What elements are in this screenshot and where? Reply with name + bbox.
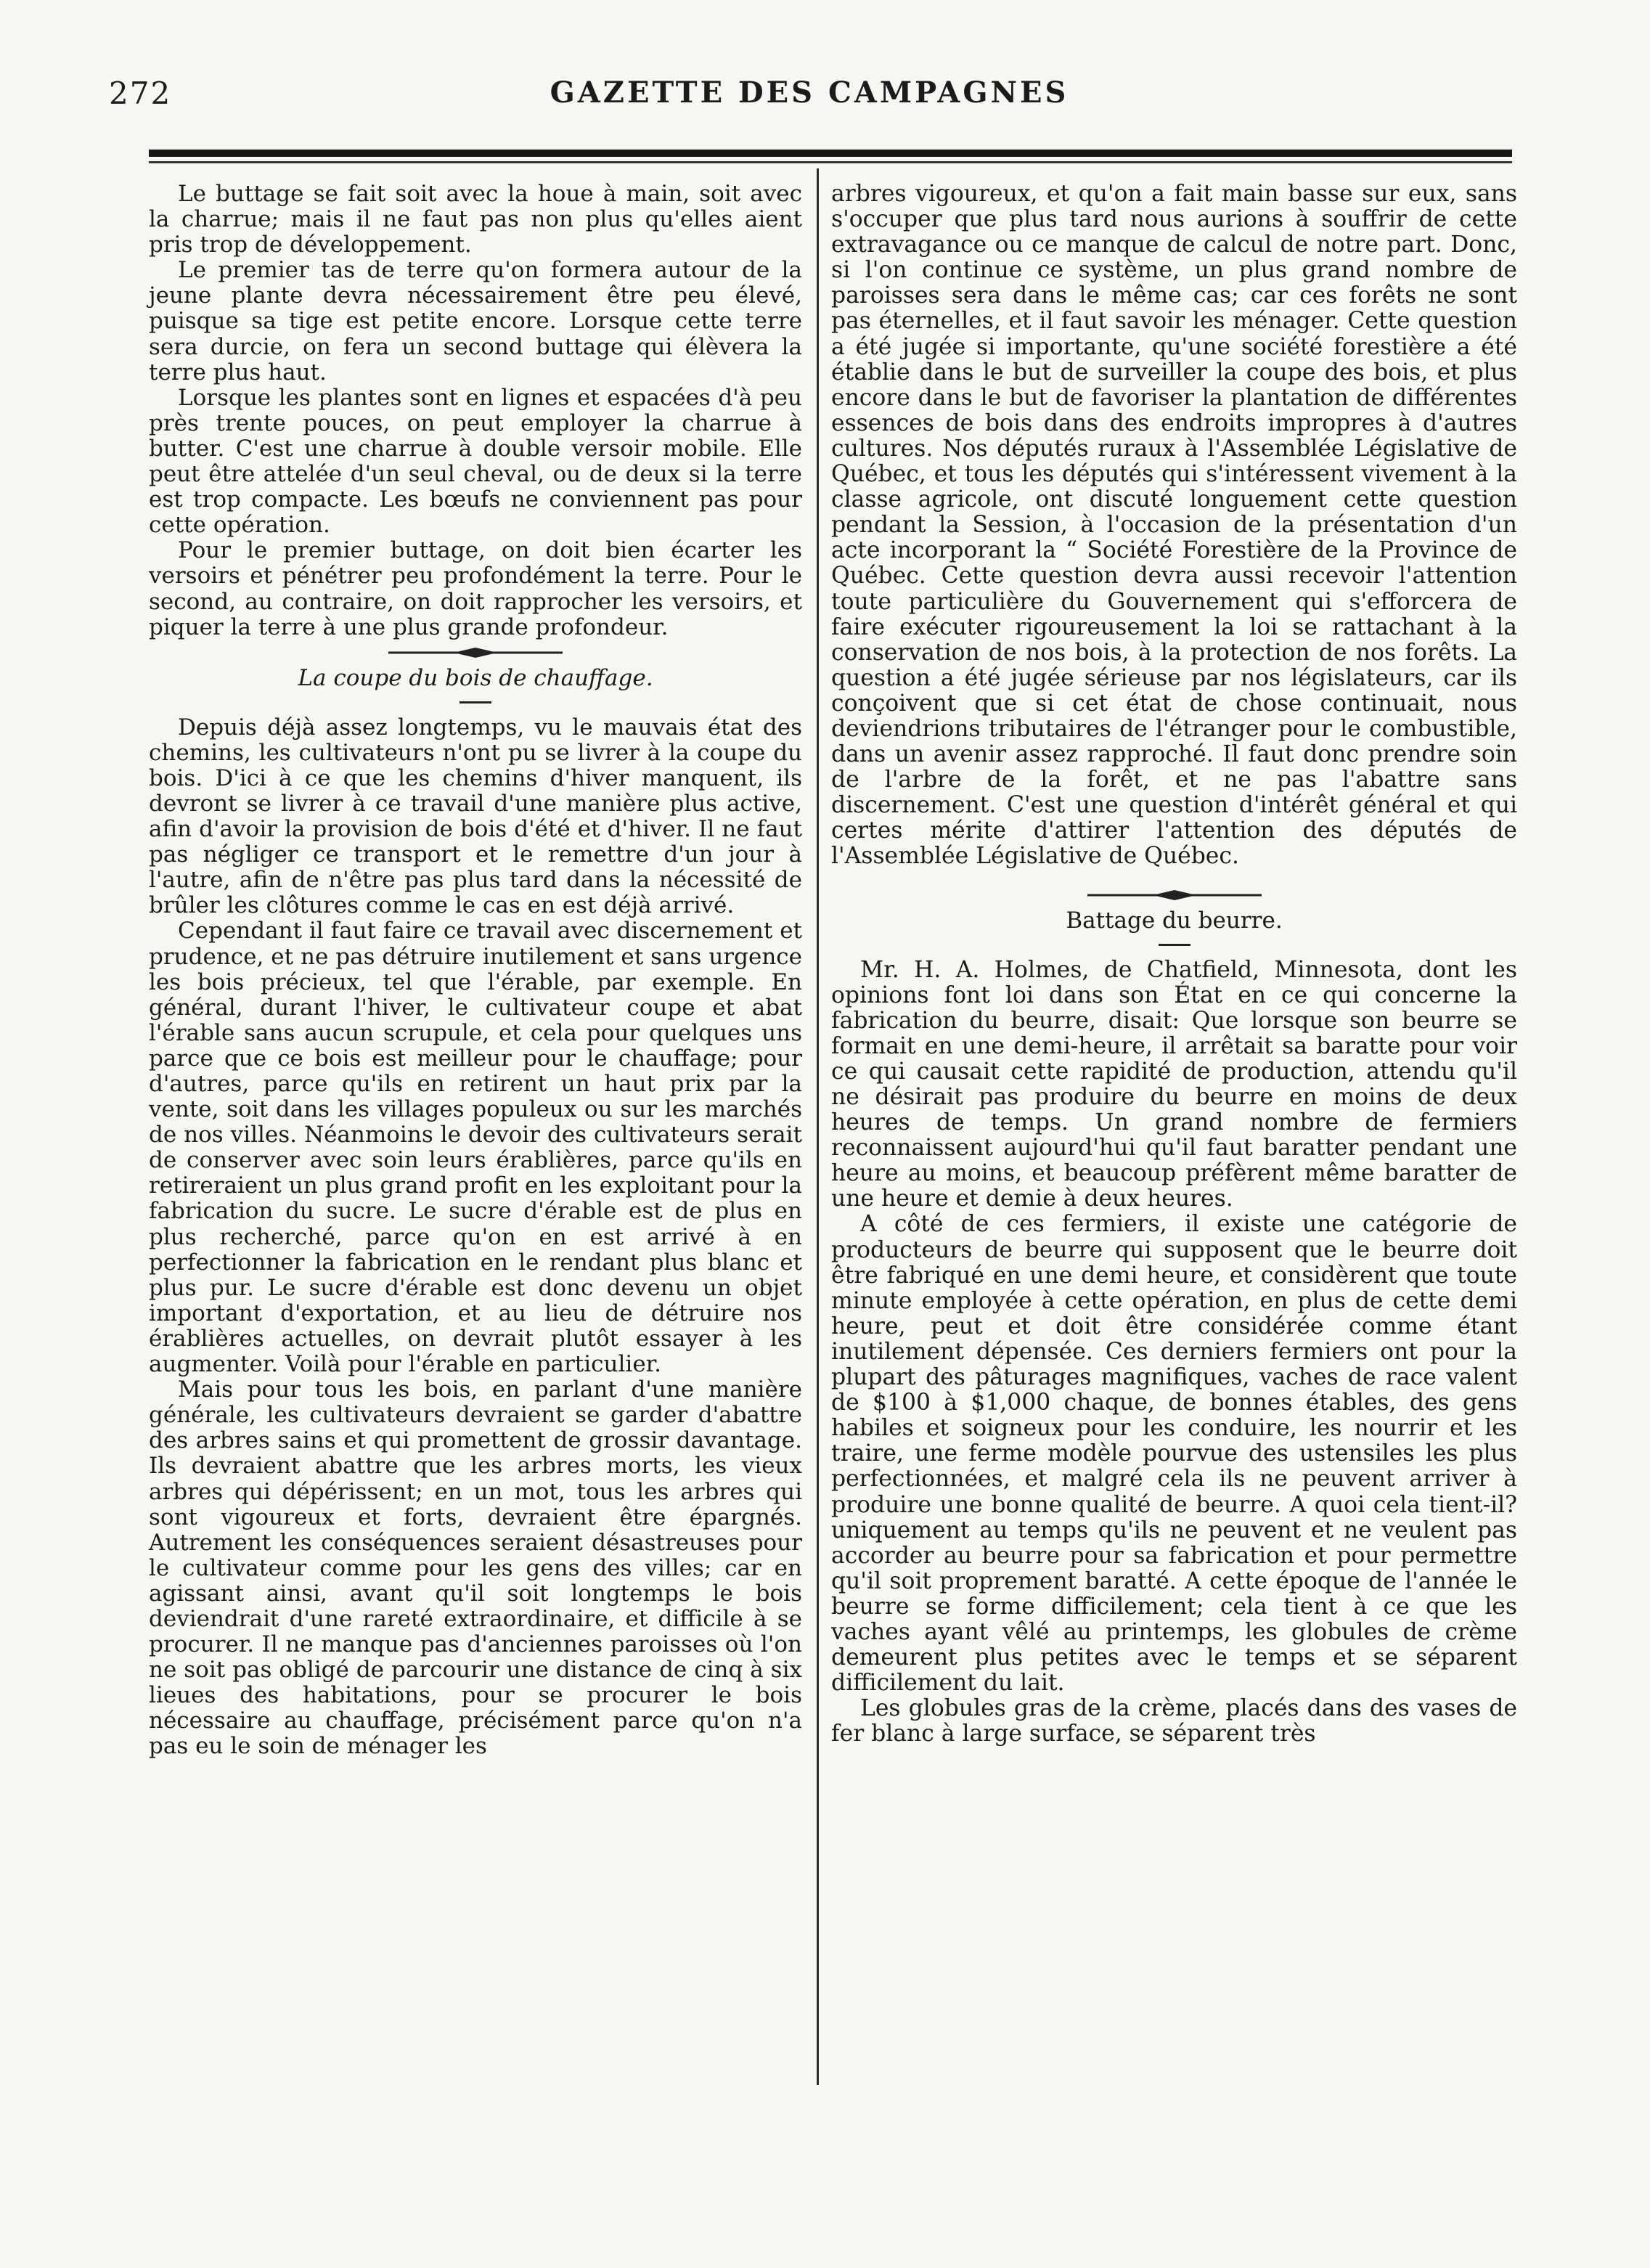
left-paragraph-3: Lorsque les plantes sont en lignes et espacées d'à peu près trente pouces, on peut employer la charrue à butter. C'est une charrue à double versoir mobile. Elle peut être attelée d'un seul cheval, ou de deux si la terre est trop compacte. Les bœufs ne conviennent pas pour cette opération. [149,384,802,539]
section-separator-ornament [1087,883,1262,907]
section-title-dash [460,701,491,703]
page-number: 272 [109,76,172,111]
page-header [109,70,1510,113]
left-section-paragraph-2: Cependant il faut faire ce travail avec discernement et prudence, et ne pas détruire inutilement et sans urgence les bois précieux, tel que l'érable, par exemple. En général, durant l'hiver, le cultivateur coupe et abat l'érable sans aucun scrupule, et cela pour quelques uns parce que ce bois est meilleur pour le chauffage; pour d'autres, parce qu'ils en retirent un haut prix par la vente, soit dans les villages populeux ou sur les marchés de nos villes. Néanmoins le devoir des cultivateurs serait de conserver avec soin leurs érablières, parce qu'ils en retireraient un plus grand profit en les exploitant pour la fabrication du sucre. Le sucre d'érable est de plus en plus recherché, parce qu'on en est arrivé à en perfectionner la fabrication en le rendant plus blanc et plus pur. Le sucre d'érable est donc devenu un objet important d'exportation, et au lieu de détruire nos érablières actuelles, on devrait plutôt essayer à les augmenter. Voilà pour l'érable en particulier. [149,918,802,1378]
section-title-battage-du-beurre: Battage du beurre. [1066,907,1283,934]
left-paragraph-2: Le premier tas de terre qu'on formera autour de la jeune plante devra nécessairement être peu élevé, puisque sa tige est petite encore. Lorsque cette terre sera durcie, on fera un second buttage qui élèvera la terre plus haut. [149,257,802,386]
right-section-paragraph-3: Les globules gras de la crème, placés dans des vases de fer blanc à large surface, se séparent très [831,1695,1517,1747]
right-section-paragraph-1: Mr. H. A. Holmes, de Chatfield, Minnesota, dont les opinions font loi dans son État en ce qui concerne la fabrication du beurre, disait: Que lorsque son beurre se formait en une demi-heure, il arrêtait sa baratte pour voir ce qui causait cette rapidité de production, attendu qu'il ne désirait pas produire du beurre en moins de deux heures de temps. Un grand nombre de fermiers reconnaissent aujourd'hui qu'il faut baratter pendant une heure au moins, et beaucoup préfèrent même baratter de une heure et demie à deux heures. [831,956,1517,1212]
section-title-coupe-du-bois: La coupe du bois de chauffage. [298,664,653,691]
left-column [149,181,802,1760]
left-paragraph-4: Pour le premier buttage, on doit bien écarter les versoirs et pénétrer peu profondément la terre. Pour le second, au contraire, on doit rapprocher les versoirs, et piquer la terre à une plus grande profondeur. [149,537,802,640]
column-divider [817,168,819,2085]
left-section-paragraph-1: Depuis déjà assez longtemps, vu le mauvais état des chemins, les cultivateurs n'ont pu se livrer à la coupe du bois. D'ici à ce que les chemins d'hiver manquent, ils devront se livrer à ce travail d'une manière plus active, afin d'avoir la provision de bois d'été et d'hiver. Il ne faut pas négliger ce transport et le remettre d'un jour à l'autre, afin de n'être pas plus tard dans la nécessité de brûler les clôtures comme le cas en est déjà arrivé. [149,714,802,919]
section-separator-ornament [388,640,563,665]
header-rule-thin [149,161,1512,163]
left-paragraph-1: Le buttage se fait soit avec la houe à main, soit avec la charrue; mais il ne faut pas non plus qu'elles aient pris trop de développement. [149,181,802,258]
right-paragraph-1: arbres vigoureux, et qu'on a fait main basse sur eux, sans s'occuper que plus tard nous aurions à souffrir de cette extravagance ou ce manque de calcul de notre part. Donc, si l'on continue ce système, un plus grand nombre de paroisses sera dans le même cas; car ces forêts ne sont pas éternelles, et il faut savoir les ménager. Cette question a été jugée si importante, qu'une société forestière a été établie dans le but de surveiller la coupe des bois, et plus encore dans le but de favoriser la plantation de différentes essences de bois dans des endroits impropres à d'autres cultures. Nos députés ruraux à l'Assemblée Législative de Québec, et tous les députés qui s'intéressent vivement à la classe agricole, ont discuté longuement cette question pendant la Session, à l'occasion de la présentation d'un acte incorporant la “ Société Forestière de la Province de Québec. Cette question devra aussi recevoir l'attention toute particulière du Gouvernement qui s'efforcera de faire exécuter rigoureusement la loi se rattachant à la conservation de nos bois, à la protection de nos forêts. La question a été jugée sérieuse par nos législateurs, car ils conçoivent que si cet état de chose continuait, nous deviendrions tributaires de l'étranger pour le combustible, dans un avenir assez rapproché. Il faut donc prendre soin de l'arbre de la forêt, et ne pas l'abattre sans discernement. C'est une question d'intérêt général et qui certes mérite d'attirer l'attention des députés de l'Assemblée Législative de Québec. [831,181,1517,870]
section-title-dash [1159,944,1190,946]
running-title: GAZETTE DES CAMPAGNES [550,76,1069,110]
header-rule-thick [149,150,1512,157]
left-section-paragraph-3: Mais pour tous les bois, en parlant d'une manière générale, les cultivateurs devraient se garder d'abattre des arbres sains et qui promettent de grossir davantage. Ils devraient abattre que les arbres morts, les vieux arbres qui dépérissent; en un mot, tous les arbres qui sont vigoureux et forts, devraient être épargnés. Autrement les conséquences seraient désastreuses pour le cultivateur comme pour les gens des villes; car en agissant ainsi, avant qu'il soit longtemps le bois deviendrait d'une rareté extraordinaire, et difficile à se procurer. Il ne manque pas d'anciennes paroisses où l'on ne soit pas obligé de parcourir une distance de cinq à six lieues des habitations, pour se procurer le bois nécessaire au chauffage, précisément parce qu'on n'a pas eu le soin de ménager les [149,1376,802,1760]
right-column [831,181,1517,1747]
right-section-paragraph-2: A côté de ces fermiers, il existe une catégorie de producteurs de beurre qui supposent que le beurre doit être fabriqué en une demi heure, et considèrent que toute minute employée à cette opération, en plus de cette demi heure, peut et doit être considérée comme étant inutilement dépensée. Ces derniers fermiers ont pour la plupart des pâturages magnifiques, vaches de race valent de $100 à $1,000 chaque, de bonnes étables, des gens habiles et soigneux pour les conduire, les nourrir et les traire, une ferme modèle pourvue des ustensiles les plus perfectionnées, et malgré cela ils ne peuvent arriver à produire une bonne qualité de beurre. A quoi cela tient-il? uniquement au temps qu'ils ne peuvent et ne veulent pas accorder au beurre pour sa fabrication et pour permettre qu'il soit proprement baratté. A cette époque de l'année le beurre se forme difficilement; cela tient à ce que les vaches ayant vêlé au printemps, les globules de crème demeurent plus petites avec le temps et se séparent difficilement du lait. [831,1211,1517,1697]
